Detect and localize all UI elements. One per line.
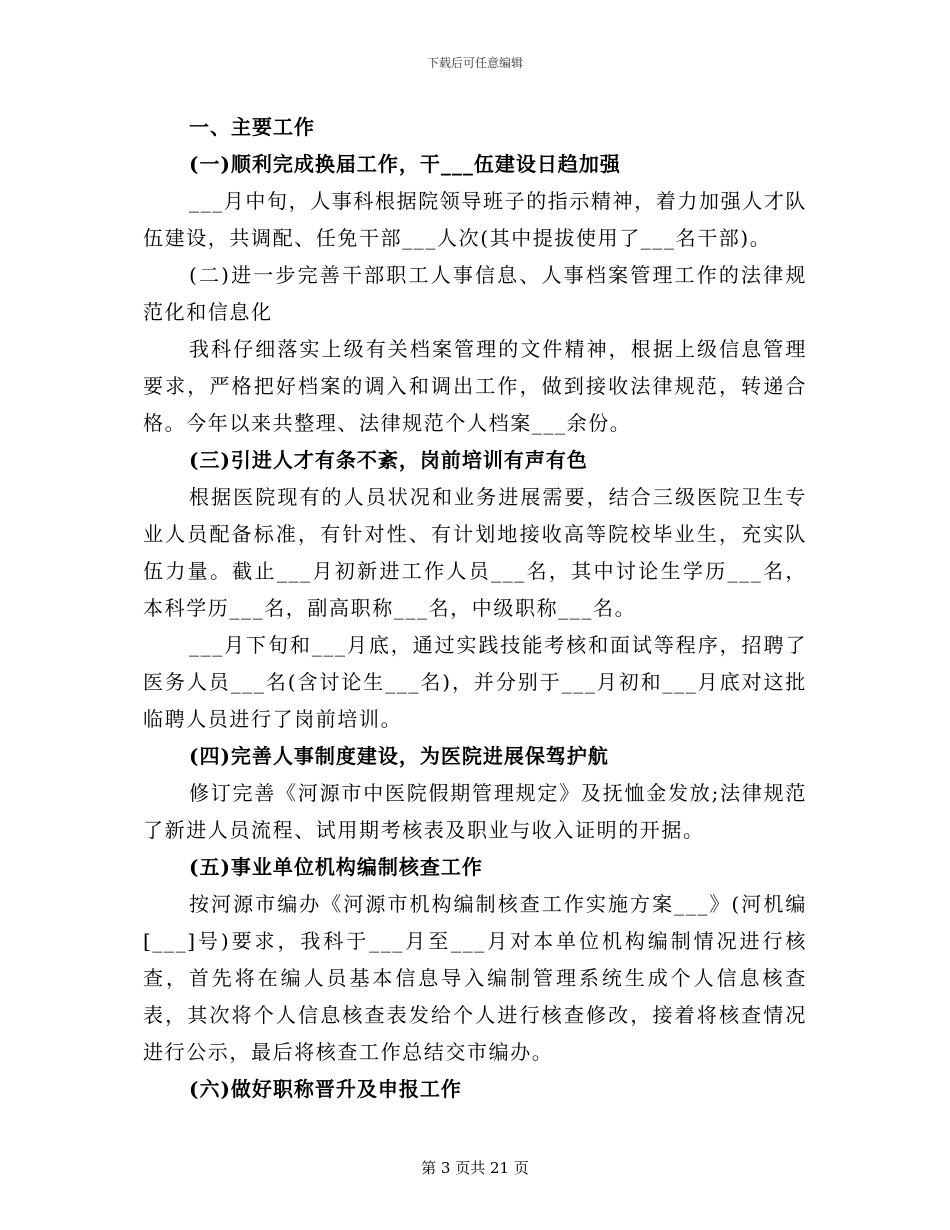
section-heading-2: (二)进一步完善干部职工人事信息、人事档案管理工作的法律规范化和信息化: [143, 263, 807, 324]
paragraph-5: 修订完善《河源市中医院假期管理规定》及抚恤金发放;法律规范了新进人员流程、试用期考核表及职业与收入证明的开据。: [143, 781, 807, 842]
page-footer: 第 3 页共 21 页: [421, 1159, 529, 1177]
section-heading-1: (一)顺利完成换届工作，干___伍建设日趋加强: [189, 152, 621, 176]
paragraph-1: ___月中旬，人事科根据院领导班子的指示精神，着力加强人才队伍建设，共调配、任免干部___人次(其中提拔使用了___名干部)。: [143, 189, 807, 250]
page-header: 下载后可任意编辑: [426, 56, 523, 70]
section-heading-3: (三)引进人才有条不紊，岗前培训有声有色: [189, 448, 588, 472]
section-heading-main: 一、主要工作: [189, 115, 315, 139]
paragraph-3: 根据医院现有的人员状况和业务进展需要，结合三级医院卫生专业人员配备标准，有针对性、有计划地接收高等院校毕业生，充实队伍力量。截止___月初新进工作人员___名，其中讨论生学历___名，本科学历___名，副高职称___名，中级职称___名。: [143, 485, 807, 620]
paragraph-4: ___月下旬和___月底，通过实践技能考核和面试等程序，招聘了医务人员___名(含讨论生___名)，并分别于___月初和___月底对这批临聘人员进行了岗前培训。: [143, 633, 807, 731]
section-heading-4: (四)完善人事制度建设，为医院进展保驾护航: [189, 744, 609, 768]
document-body: [143, 108, 807, 1108]
paragraph-2: 我科仔细落实上级有关档案管理的文件精神，根据上级信息管理要求，严格把好档案的调入和调出工作，做到接收法律规范，转递合格。今年以来共整理、法律规范个人档案___余份。: [143, 337, 807, 435]
section-heading-6: (六)做好职称晋升及申报工作: [189, 1077, 462, 1101]
paragraph-6: 按河源市编办《河源市机构编制核查工作实施方案___》(河机编[___]号)要求，我科于___月至___月对本单位机构编制情况进行核查，首先将在编人员基本信息导入编制管理系统生成个人信息核查表，其次将个人信息核查表发给个人进行核查修改，接着将核查情况进行公示，最后将核查工作总结交市编办。: [143, 892, 807, 1064]
section-heading-5: (五)事业单位机构编制核查工作: [189, 855, 483, 879]
